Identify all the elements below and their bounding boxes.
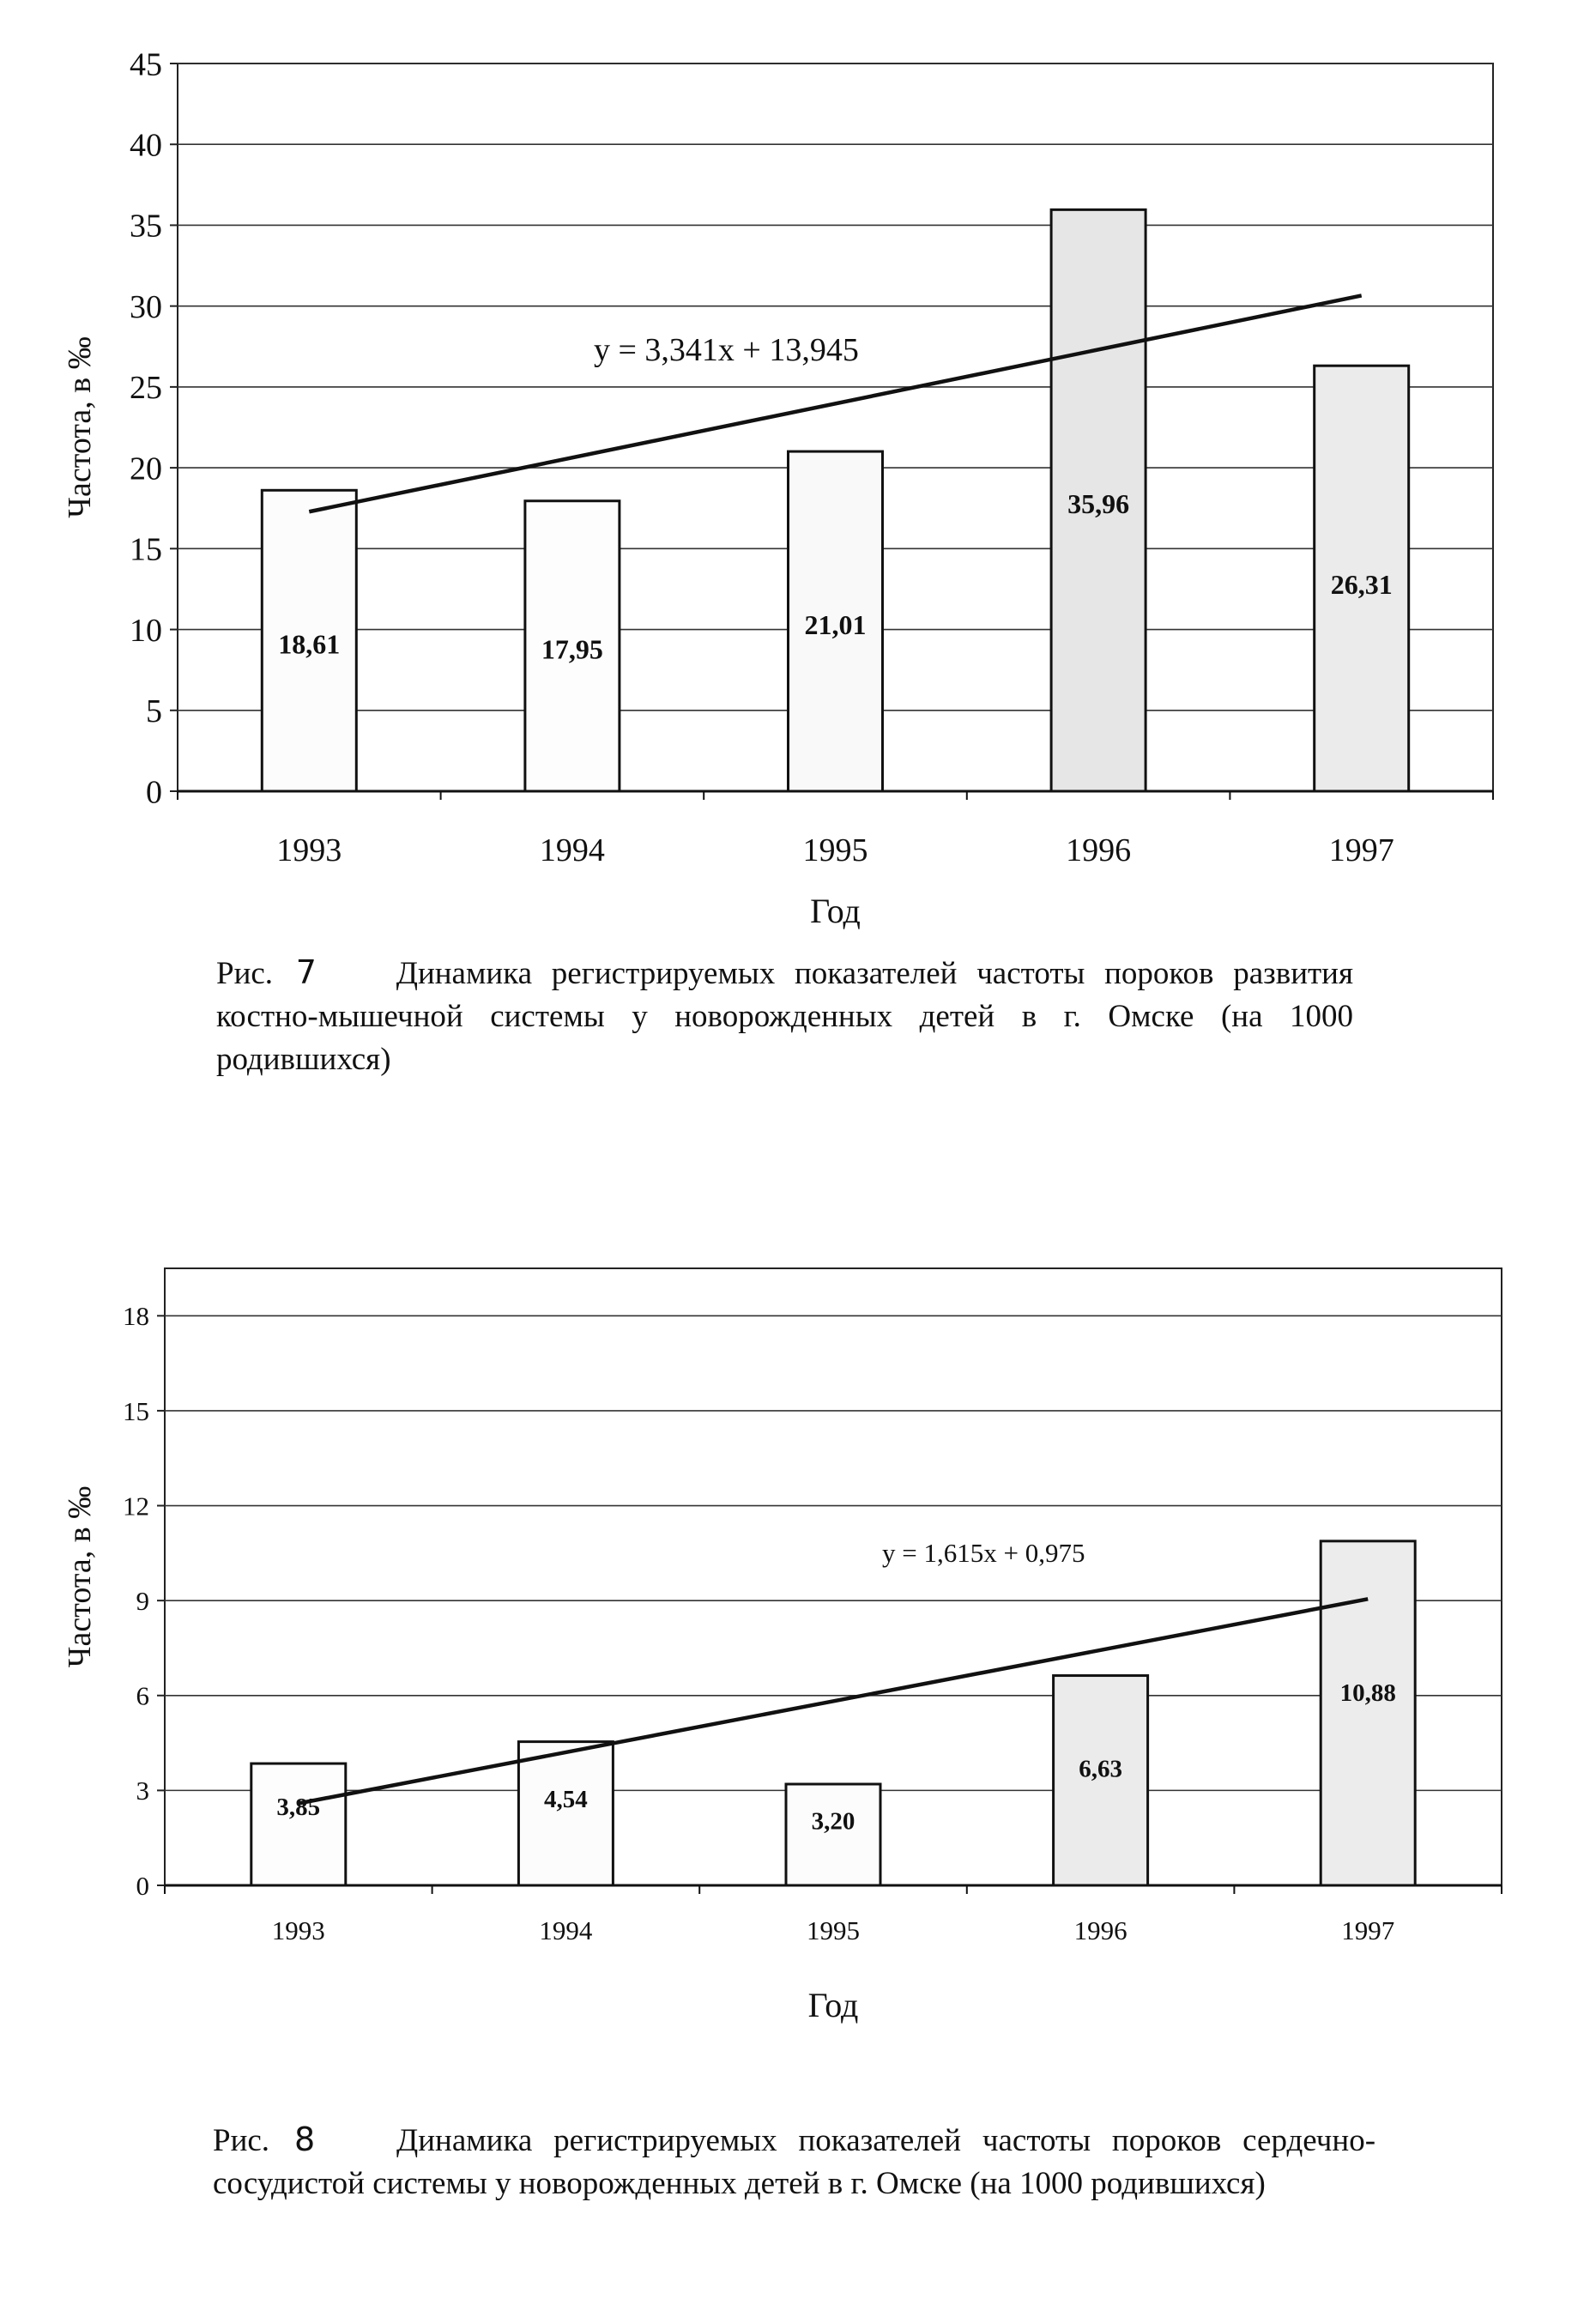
chart-8 — [0, 1201, 1596, 2111]
data-label: 21,01 — [804, 609, 867, 641]
y-tick-label: 9 — [136, 1586, 149, 1617]
y-tick-label: 5 — [146, 693, 162, 730]
x-tick-label: 1995 — [802, 832, 868, 868]
caption-number: 7 — [295, 953, 317, 991]
y-axis-title: Частота, в ‰ — [62, 336, 98, 518]
x-tick-label: 1993 — [271, 1915, 325, 1945]
y-tick-label: 30 — [130, 288, 162, 325]
caption-text: Динамика регистрируемых показателей частоты пороков развития костно-мышечной системы у новорожденных детей в г. Омске (на 1000 родившихся) — [216, 956, 1353, 1077]
data-label: 4,54 — [544, 1785, 588, 1813]
y-tick-label: 25 — [130, 370, 162, 407]
bar — [518, 1742, 613, 1885]
figure-caption — [216, 951, 1353, 1081]
y-tick-label: 15 — [123, 1395, 149, 1426]
data-label: 35,96 — [1067, 487, 1130, 519]
x-axis-title: Год — [810, 892, 861, 930]
data-label: 10,88 — [1339, 1679, 1396, 1708]
y-tick-label: 18 — [123, 1301, 149, 1332]
x-tick-label: 1994 — [539, 832, 605, 868]
x-tick-label: 1997 — [1328, 832, 1394, 868]
caption-prefix: Рис. — [216, 956, 274, 991]
x-tick-label: 1995 — [807, 1915, 860, 1945]
x-tick-label: 1996 — [1073, 1915, 1127, 1945]
x-tick-label: 1994 — [539, 1915, 593, 1945]
data-label: 17,95 — [541, 633, 603, 665]
caption-text: Динамика регистрируемых показателей частоты пороков сердечно-сосудистой системы у новорожденных детей в г. Омске (на 1000 родившихся) — [213, 2123, 1376, 2201]
y-tick-label: 6 — [136, 1680, 149, 1711]
x-axis-title: Год — [807, 1986, 859, 2024]
y-tick-label: 20 — [130, 451, 162, 487]
data-label: 3,85 — [276, 1793, 321, 1821]
bar — [251, 1763, 346, 1885]
figure-8 — [0, 1201, 1596, 2317]
bar — [1321, 1541, 1415, 1885]
y-tick-label: 10 — [130, 612, 162, 649]
caption-prefix: Рис. — [213, 2123, 270, 2158]
y-tick-label: 3 — [136, 1776, 149, 1806]
data-label: 18,61 — [278, 628, 341, 660]
y-axis-title: Частота, в ‰ — [62, 1485, 98, 1668]
y-tick-label: 12 — [123, 1491, 149, 1521]
data-label: 6,63 — [1079, 1755, 1122, 1783]
y-tick-label: 45 — [130, 46, 162, 83]
y-tick-label: 0 — [146, 774, 162, 811]
x-tick-label: 1997 — [1341, 1915, 1395, 1945]
y-tick-label: 40 — [130, 127, 162, 164]
x-tick-label: 1996 — [1066, 832, 1132, 868]
trendline-equation: y = 1,615x + 0,975 — [882, 1538, 1085, 1568]
data-label: 3,20 — [811, 1807, 855, 1836]
chart-7 — [0, 0, 1596, 944]
trendline-equation: y = 3,341x + 13,945 — [594, 332, 859, 368]
figure-7 — [0, 0, 1596, 1116]
data-label: 26,31 — [1330, 568, 1393, 600]
y-tick-label: 0 — [136, 1870, 149, 1901]
y-tick-label: 35 — [130, 208, 162, 245]
caption-number: 8 — [293, 2120, 316, 2158]
y-tick-label: 15 — [130, 531, 162, 568]
figure-caption — [213, 2118, 1375, 2205]
x-tick-label: 1993 — [276, 832, 342, 868]
